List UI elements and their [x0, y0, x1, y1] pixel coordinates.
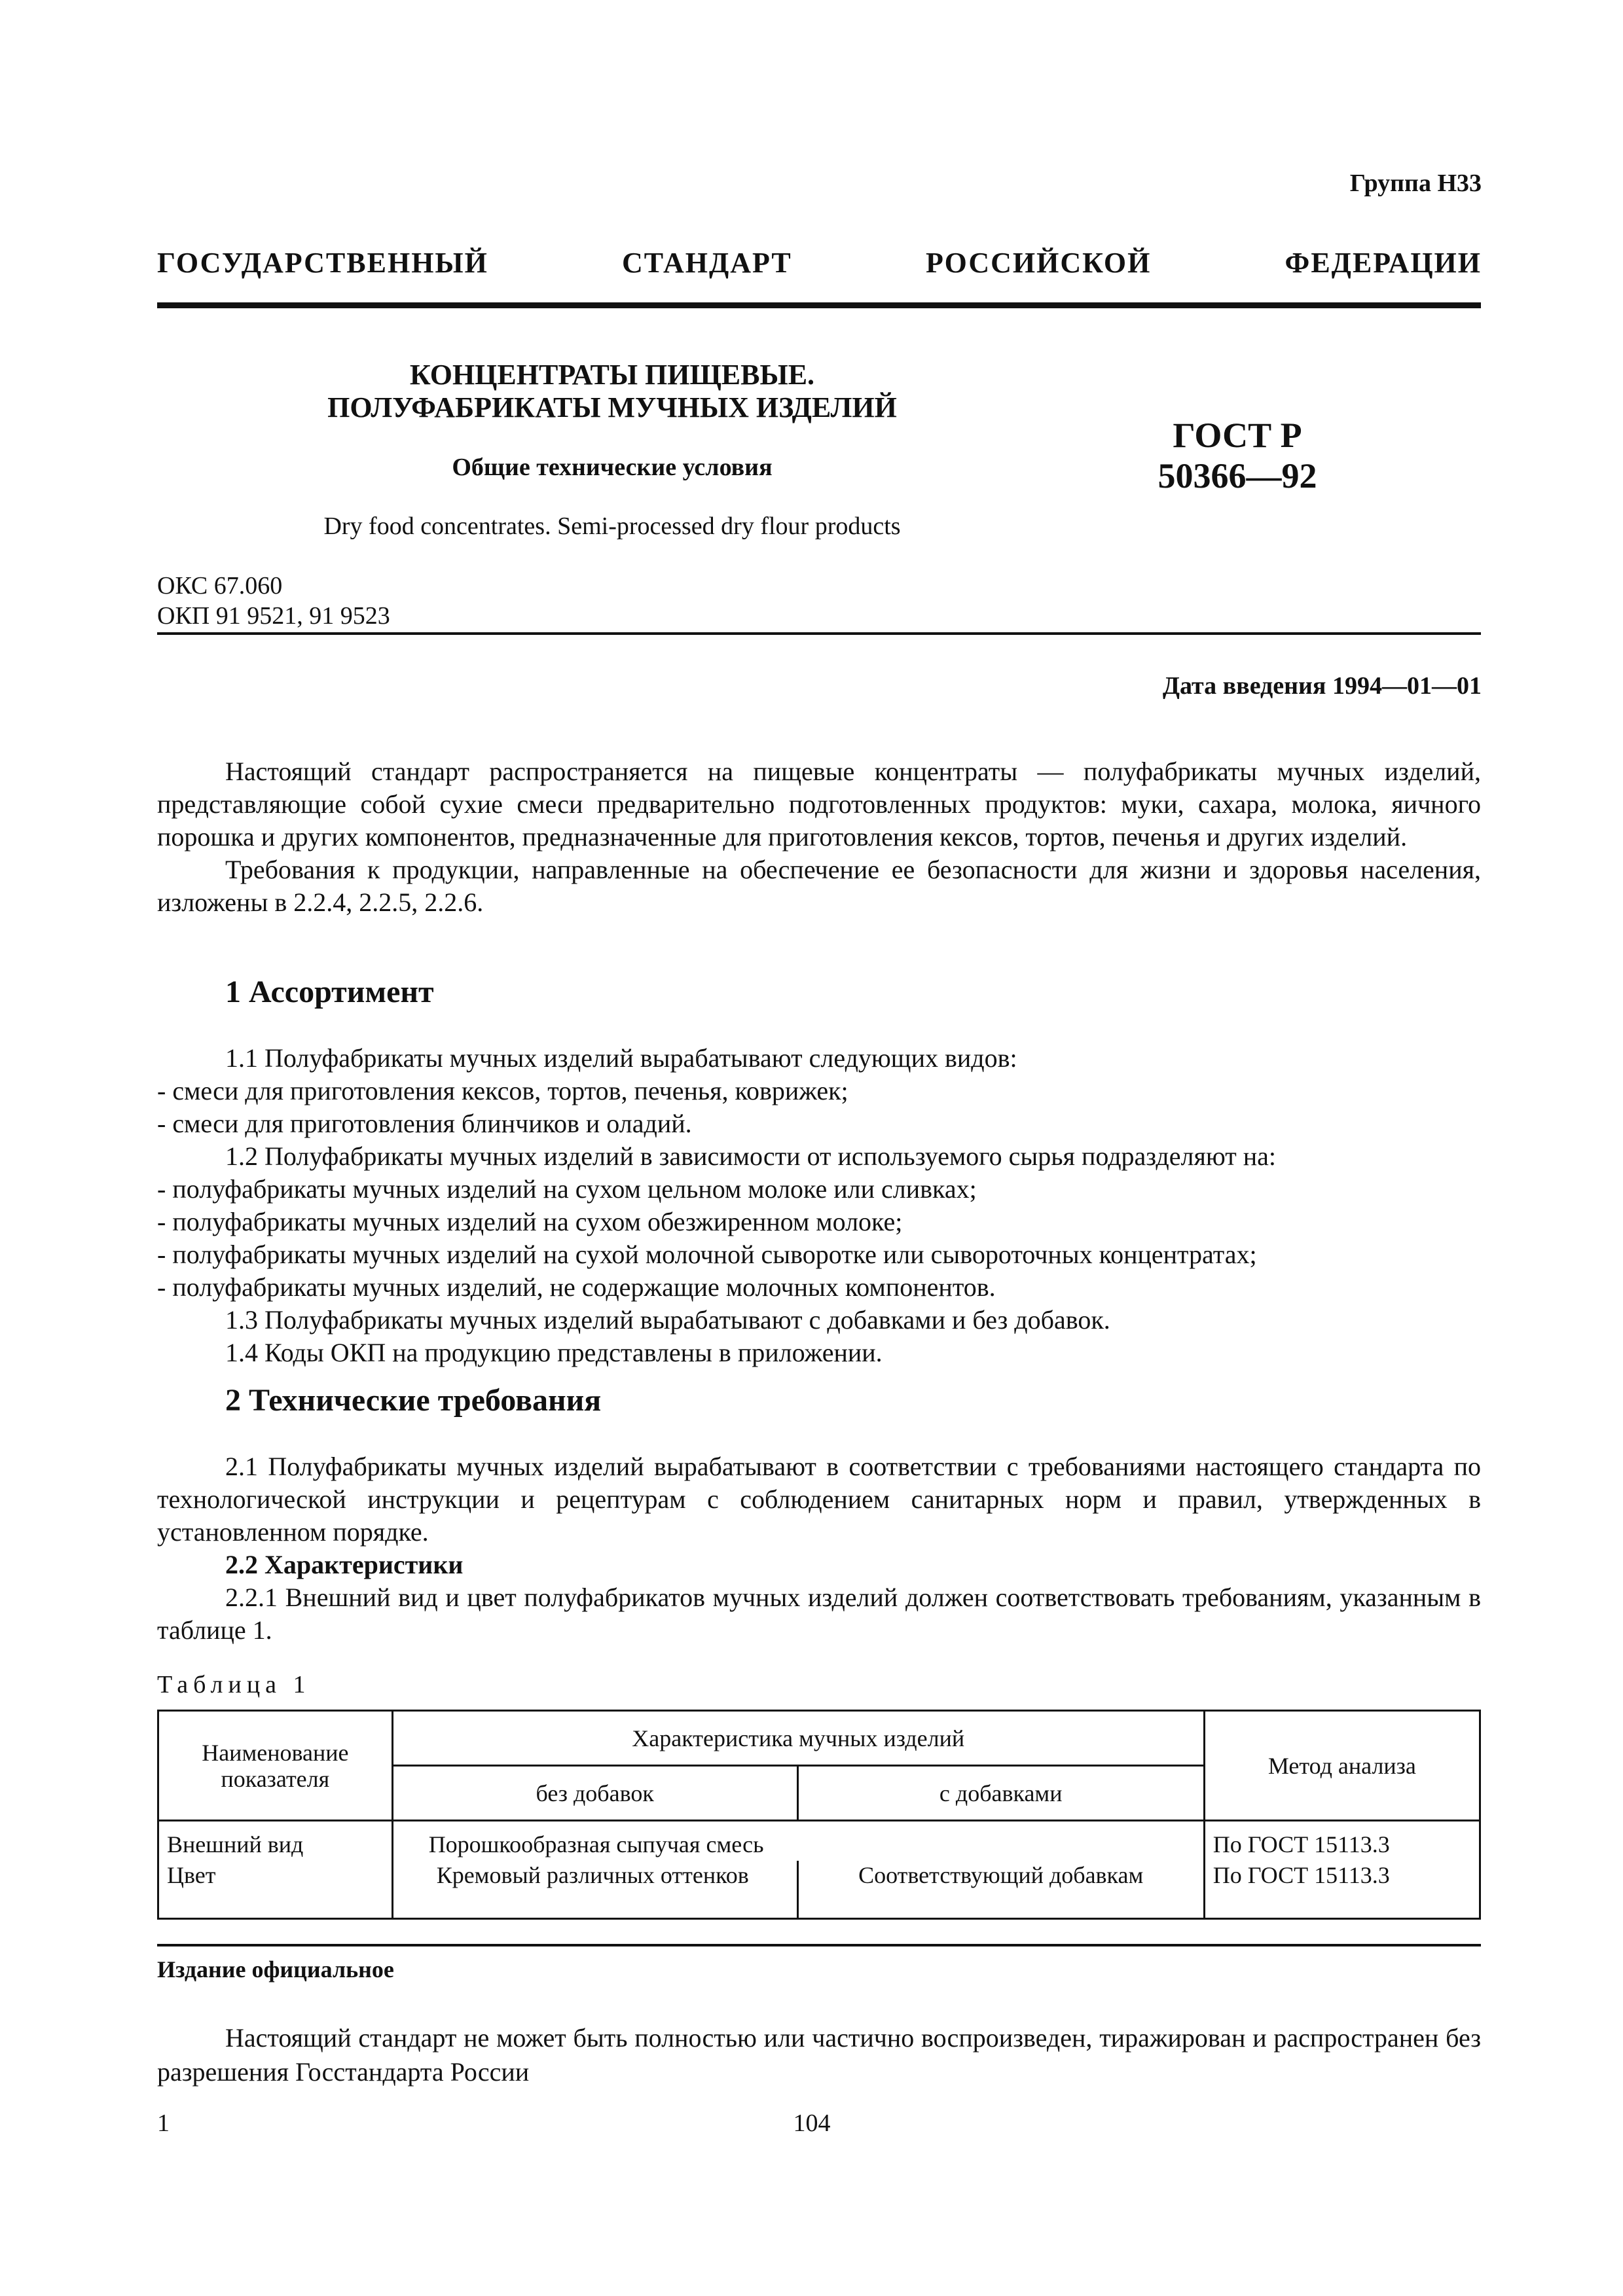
- row-1-value: Порошкообразная сыпучая смесь: [392, 1821, 1204, 1861]
- table-1: [157, 1710, 1481, 1920]
- official-edition: Издание официальное: [157, 1956, 394, 1982]
- gost-number: [1080, 415, 1395, 496]
- okp-code: ОКП 91 9521, 91 9523: [157, 602, 390, 630]
- list-item: - смеси для приготовления блинчиков и оладий.: [157, 1109, 692, 1138]
- list-item: - полуфабрикаты мучных изделий, не содержащие молочных компонентов.: [157, 1272, 996, 1302]
- paragraph-2-2-1: 2.2.1 Внешний вид и цвет полуфабрикатов мучных изделий должен соответствовать требованиям, указанным в таблице 1.: [157, 1583, 1481, 1645]
- intro-paragraph-2: Требования к продукции, направленные на обеспечение ее безопасности для жизни и здоровья населения, изложены в 2.2.4, 2.2.5, 2.2.6.: [157, 855, 1481, 917]
- header-indicator-name: Наименование показателя: [158, 1711, 393, 1821]
- list-item: - смеси для приготовления кексов, тортов, печенья, коврижек;: [157, 1076, 848, 1105]
- header-method: Метод анализа: [1204, 1711, 1480, 1821]
- intro-paragraph-1: Настоящий стандарт распространяется на пищевые концентраты — полуфабрикаты мучных изделий, представляющие собой сухие смеси предварительно подготовленных продуктов: муки, сахара, молока, яичного порошка и других компонентов, предназначенные для приготовления кексов, тортов, печенья и других изделий.: [157, 757, 1481, 852]
- section-1-list: [157, 1042, 1481, 1369]
- section-2-text: [157, 1450, 1481, 1647]
- list-item: 1.2 Полуфабрикаты мучных изделий в зависимости от используемого сырья подразделяют на:: [225, 1141, 1276, 1171]
- gost-line-2: 50366—92: [1158, 456, 1317, 495]
- state-standard-heading: ГОСУДАРСТВЕННЫЙ СТАНДАРТ РОССИЙСКОЙ ФЕДЕРАЦИИ: [157, 247, 1482, 279]
- document-title: [157, 359, 1067, 424]
- row-1-name: Внешний вид: [158, 1821, 393, 1861]
- paragraph-2-1: 2.1 Полуфабрикаты мучных изделий вырабатывают в соответствии с требованиями настоящего стандарта по технологической инструкции и рецептурам с соблюдением санитарных норм и правил, утвержденных в установленном порядке.: [157, 1452, 1481, 1547]
- page-number: 104: [793, 2109, 831, 2137]
- intro-text: [157, 755, 1481, 919]
- gost-line-1: ГОСТ Р: [1173, 416, 1302, 455]
- header-rule: [157, 302, 1481, 308]
- row-2-with: Соответствующий добавкам: [797, 1861, 1204, 1918]
- heading-2-2: 2.2 Характеристики: [225, 1550, 464, 1579]
- section-1-heading: 1 Ассортимент: [225, 975, 434, 1009]
- table-row: [158, 1861, 1480, 1918]
- list-item: 1.4 Коды ОКП на продукцию представлены в приложении.: [225, 1338, 883, 1367]
- row-2-name: Цвет: [158, 1861, 393, 1918]
- header-characteristic: Характеристика мучных изделий: [392, 1711, 1204, 1766]
- header-without-additives: без добавок: [392, 1766, 797, 1821]
- header-with-additives: с добавками: [797, 1766, 1204, 1821]
- footer-rule: [157, 1944, 1481, 1946]
- title-line-1: КОНЦЕНТРАТЫ ПИЩЕВЫЕ.: [409, 359, 815, 391]
- list-item: - полуфабрикаты мучных изделий на сухом обезжиренном молоке;: [157, 1207, 903, 1236]
- title-line-2: ПОЛУФАБРИКАТЫ МУЧНЫХ ИЗДЕЛИЙ: [327, 391, 897, 423]
- reproduction-note-text: Настоящий стандарт не может быть полностью или частично воспроизведен, тиражирован и распространен без разрешения Госстандарта России: [157, 2023, 1481, 2087]
- page-marker-left: 1: [157, 2109, 170, 2137]
- codes-rule: [157, 632, 1481, 635]
- section-2-heading: 2 Технические требования: [225, 1383, 602, 1418]
- document-subtitle: Общие технические условия: [452, 454, 773, 481]
- classification-codes: [157, 571, 390, 631]
- oks-code: ОКС 67.060: [157, 572, 283, 600]
- list-item: 1.1 Полуфабрикаты мучных изделий вырабатывают следующих видов:: [225, 1043, 1017, 1073]
- group-code: Группа Н33: [1349, 170, 1482, 197]
- list-item: - полуфабрикаты мучных изделий на сухом цельном молоке или сливках;: [157, 1174, 977, 1204]
- table-caption: Таблица 1: [157, 1671, 311, 1698]
- introduction-date: Дата введения 1994—01—01: [1162, 672, 1482, 700]
- row-2-without: Кремовый различных оттенков: [392, 1861, 797, 1918]
- row-2-method: По ГОСТ 15113.3: [1204, 1861, 1480, 1918]
- table-row: [158, 1821, 1480, 1861]
- row-1-method: По ГОСТ 15113.3: [1204, 1821, 1480, 1861]
- english-title: Dry food concentrates. Semi-processed dry flour products: [323, 512, 901, 540]
- list-item: 1.3 Полуфабрикаты мучных изделий вырабатывают с добавками и без добавок.: [225, 1305, 1110, 1335]
- list-item: - полуфабрикаты мучных изделий на сухой молочной сыворотке или сывороточных концентратах;: [157, 1240, 1257, 1269]
- reproduction-note: [157, 2021, 1481, 2089]
